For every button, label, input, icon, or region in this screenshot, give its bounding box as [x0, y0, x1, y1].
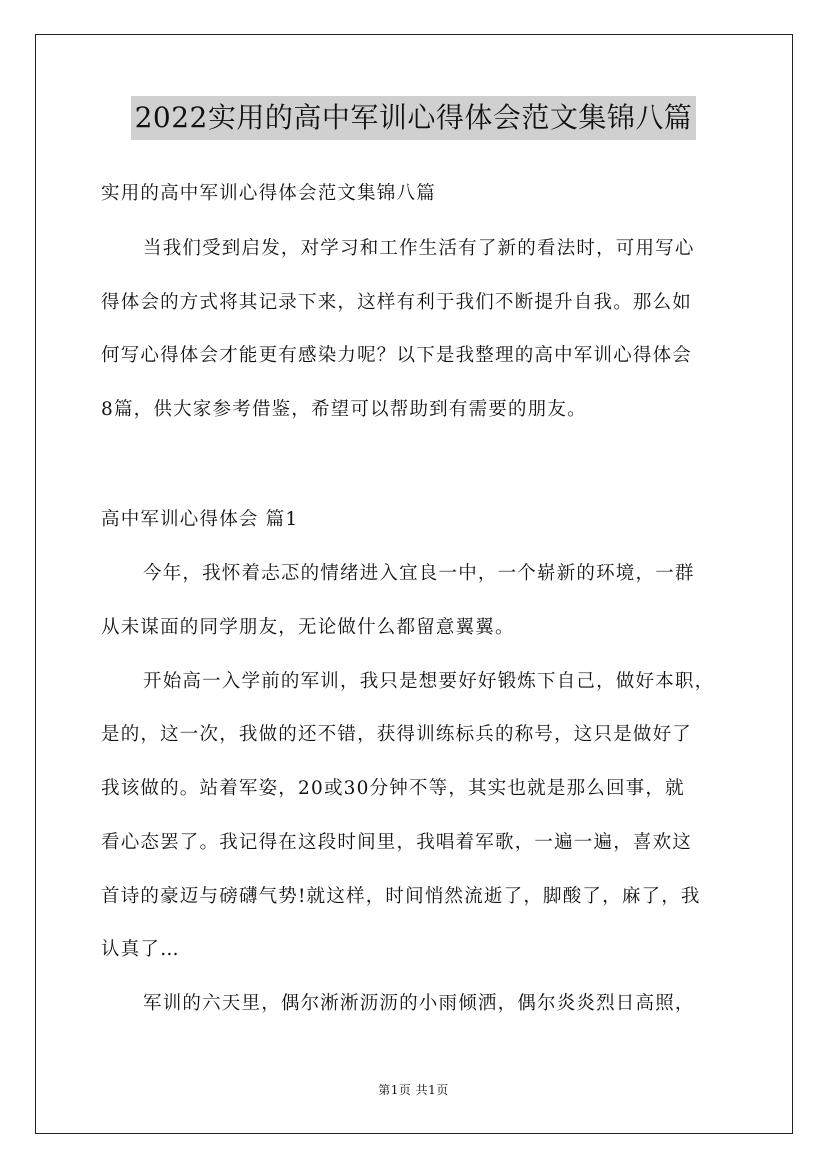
- intro-line: 何写心得体会才能更有感染力呢？以下是我整理的高中军训心得体会: [101, 345, 693, 366]
- paragraph-line: 军训的六天里，偶尔淅淅沥沥的小雨倾洒，偶尔炎炎烈日高照，: [143, 993, 695, 1014]
- intro-line: 当我们受到启发，对学习和工作生活有了新的看法时，可用写心: [143, 238, 695, 259]
- document-title: 2022实用的高中军训心得体会范文集锦八篇: [131, 96, 697, 140]
- paragraph-line: 我该做的。站着军姿，20或30分钟不等，其实也就是那么回事，就: [101, 778, 685, 799]
- document-subtitle: 实用的高中军训心得体会范文集锦八篇: [101, 183, 436, 204]
- intro-line: 8篇，供大家参考借鉴，希望可以帮助到有需要的朋友。: [101, 399, 587, 420]
- paragraph-line: 是的，这一次，我做的还不错，获得训练标兵的称号，这只是做好了: [101, 724, 693, 745]
- paragraph-line: 从未谋面的同学朋友，无论做什么都留意翼翼。: [101, 617, 515, 638]
- paragraph-line: 看心态罢了。我记得在这段时间里，我唱着军歌，一遍一遍，喜欢这: [101, 832, 693, 853]
- paragraph-line: 开始高一入学前的军训，我只是想要好好锻炼下自己，做好本职，: [143, 671, 715, 692]
- paragraph-line: 首诗的豪迈与磅礴气势!就这样，时间悄然流逝了，脚酸了，麻了，我: [101, 886, 701, 907]
- section-heading: 高中军训心得体会 篇1: [101, 509, 299, 530]
- paragraph-line: 今年，我怀着忐忑的情绪进入宜良一中，一个崭新的环境，一群: [143, 563, 695, 584]
- page-footer: 第1页 共1页: [378, 1083, 449, 1097]
- paragraph-line: 认真了…: [101, 939, 180, 960]
- intro-line: 得体会的方式将其记录下来，这样有利于我们不断提升自我。那么如: [101, 292, 693, 313]
- title-container: [0, 96, 827, 140]
